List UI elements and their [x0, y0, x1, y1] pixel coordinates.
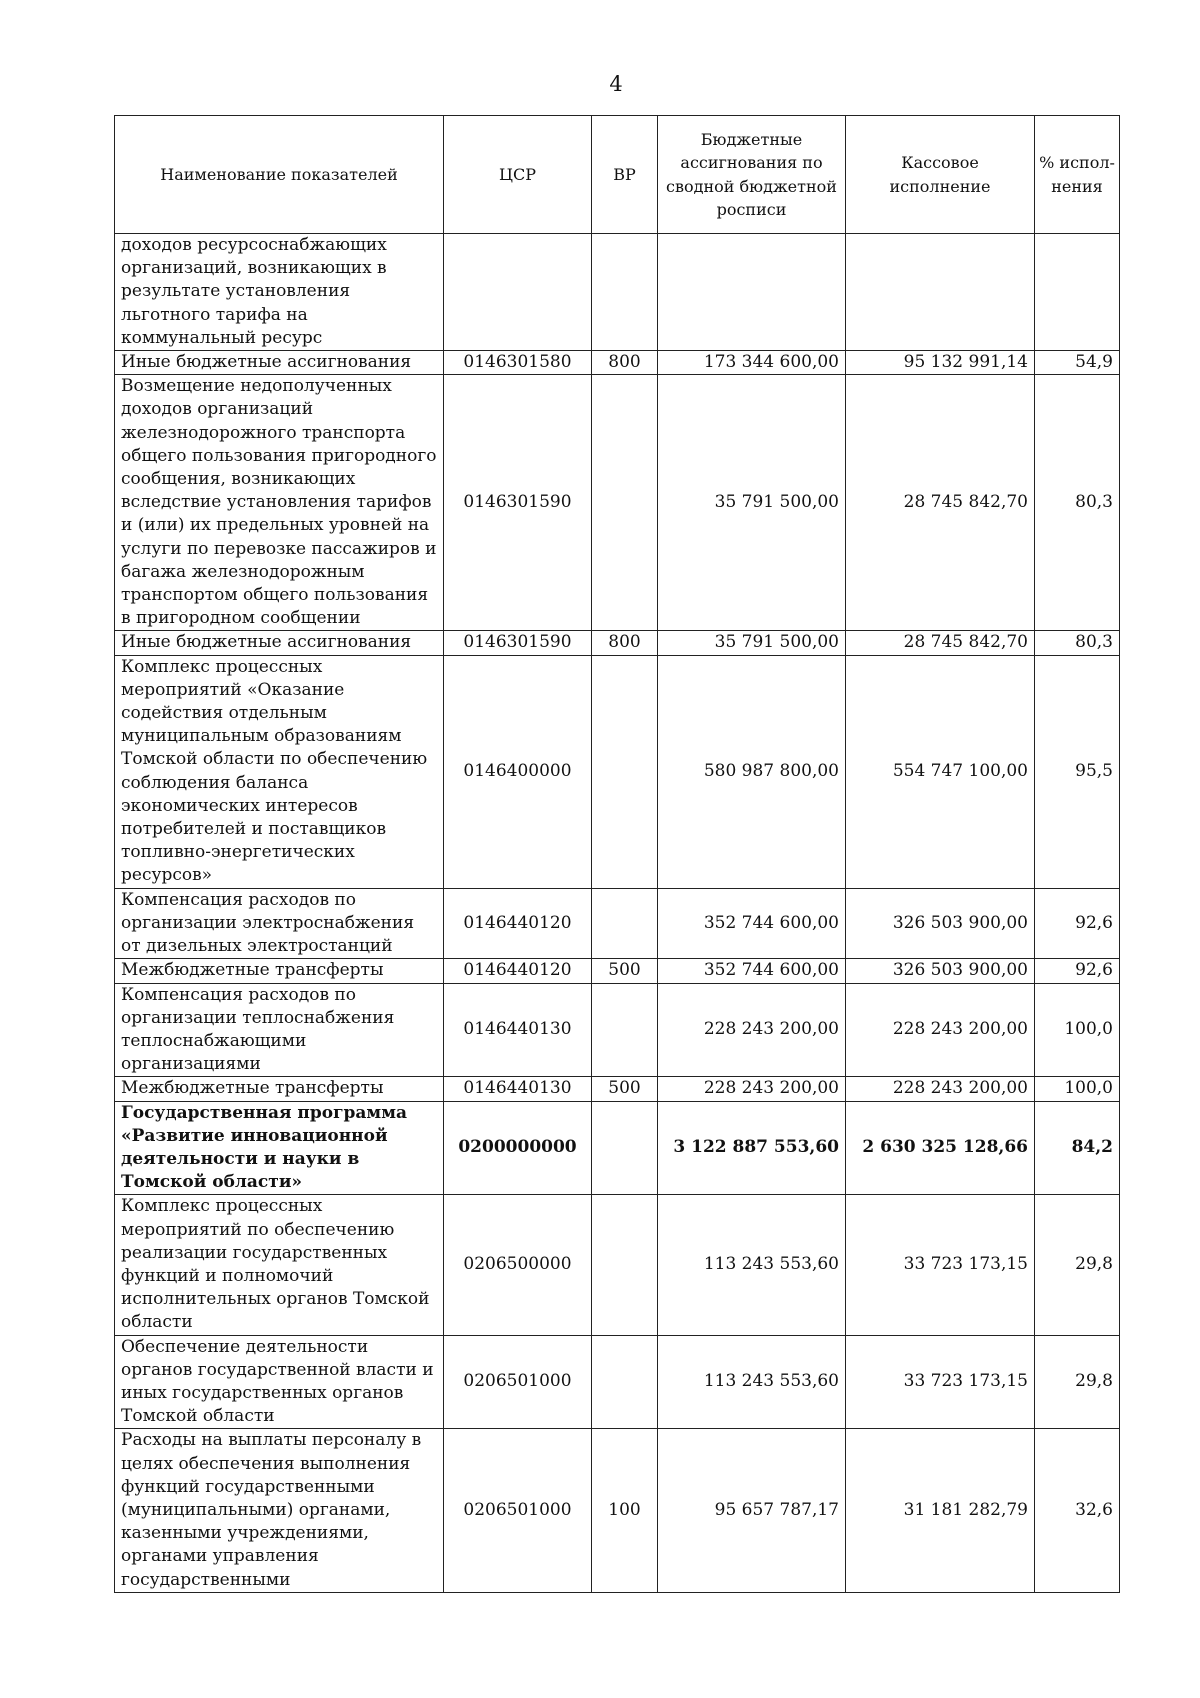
row-name: Комплекс процессных мероприятий «Оказание содействия отдельным муниципальным образованиям Томской области по обеспечению соблюдения баланса экономических интересов потребителей и поставщиков топливно-энергетических ресурсов»: [115, 655, 444, 888]
row-csr: 0146400000: [444, 655, 592, 888]
row-name: Межбюджетные трансферты: [115, 1077, 444, 1101]
row-name: Иные бюджетные ассигнования: [115, 351, 444, 375]
header-name: Наименование показателей: [115, 116, 444, 234]
row-csr: 0146440130: [444, 1077, 592, 1101]
row-cash: 33 723 173,15: [846, 1335, 1035, 1429]
row-csr: 0206501000: [444, 1429, 592, 1592]
row-percent: 32,6: [1035, 1429, 1120, 1592]
table-row: [115, 1335, 1120, 1429]
row-vr: [592, 375, 658, 631]
row-budget: 95 657 787,17: [658, 1429, 846, 1592]
row-budget: 173 344 600,00: [658, 351, 846, 375]
row-budget: 352 744 600,00: [658, 888, 846, 959]
table-row: [115, 234, 1120, 351]
row-name: Государственная программа «Развитие инновационной деятельности и науки в Томской области»: [115, 1101, 444, 1195]
row-vr: [592, 1335, 658, 1429]
row-percent: 95,5: [1035, 655, 1120, 888]
row-csr: 0146301580: [444, 351, 592, 375]
row-vr: [592, 655, 658, 888]
row-csr: 0200000000: [444, 1101, 592, 1195]
row-csr: 0206500000: [444, 1195, 592, 1335]
row-cash: 554 747 100,00: [846, 655, 1035, 888]
table-row: [115, 1195, 1120, 1335]
header-cash: Кассовое исполнение: [846, 116, 1035, 234]
row-vr: 500: [592, 959, 658, 983]
row-vr: 800: [592, 631, 658, 655]
row-percent: [1035, 234, 1120, 351]
row-cash: [846, 234, 1035, 351]
row-csr: 0146440130: [444, 983, 592, 1077]
row-vr: [592, 1195, 658, 1335]
row-vr: [592, 234, 658, 351]
row-percent: 84,2: [1035, 1101, 1120, 1195]
row-cash: 228 243 200,00: [846, 1077, 1035, 1101]
table-row: [115, 1077, 1120, 1101]
page-number: 4: [609, 72, 623, 96]
table-row: [115, 1101, 1120, 1195]
row-percent: 29,8: [1035, 1195, 1120, 1335]
table-row: [115, 983, 1120, 1077]
row-percent: 80,3: [1035, 631, 1120, 655]
row-name: Иные бюджетные ассигнования: [115, 631, 444, 655]
row-cash: 326 503 900,00: [846, 888, 1035, 959]
header-csr: ЦСР: [444, 116, 592, 234]
row-budget: 35 791 500,00: [658, 375, 846, 631]
header-budget: Бюджетные ассигнования по сводной бюджетной росписи: [658, 116, 846, 234]
budget-execution-table: [114, 115, 1120, 1593]
row-percent: 80,3: [1035, 375, 1120, 631]
row-name: Межбюджетные трансферты: [115, 959, 444, 983]
row-cash: 33 723 173,15: [846, 1195, 1035, 1335]
row-budget: 3 122 887 553,60: [658, 1101, 846, 1195]
row-name: Компенсация расходов по организации теплоснабжения теплоснабжающими организациями: [115, 983, 444, 1077]
row-csr: 0206501000: [444, 1335, 592, 1429]
table-row: [115, 888, 1120, 959]
row-csr: 0146440120: [444, 888, 592, 959]
row-percent: 92,6: [1035, 888, 1120, 959]
row-csr: 0146301590: [444, 375, 592, 631]
row-budget: 113 243 553,60: [658, 1335, 846, 1429]
table-row: [115, 655, 1120, 888]
row-csr: [444, 234, 592, 351]
row-vr: [592, 983, 658, 1077]
row-vr: 500: [592, 1077, 658, 1101]
table-body: [115, 234, 1120, 1593]
row-vr: [592, 888, 658, 959]
row-cash: 228 243 200,00: [846, 983, 1035, 1077]
table-row: [115, 375, 1120, 631]
header-percent: % испол-нения: [1035, 116, 1120, 234]
row-cash: 28 745 842,70: [846, 631, 1035, 655]
row-budget: 228 243 200,00: [658, 983, 846, 1077]
row-cash: 28 745 842,70: [846, 375, 1035, 631]
row-budget: 352 744 600,00: [658, 959, 846, 983]
row-percent: 92,6: [1035, 959, 1120, 983]
row-name: Компенсация расходов по организации электроснабжения от дизельных электростанций: [115, 888, 444, 959]
row-budget: [658, 234, 846, 351]
row-name: доходов ресурсоснабжающих организаций, возникающих в результате установления льготного тарифа на коммунальный ресурс: [115, 234, 444, 351]
row-vr: 800: [592, 351, 658, 375]
row-budget: 228 243 200,00: [658, 1077, 846, 1101]
table-row: [115, 631, 1120, 655]
row-csr: 0146440120: [444, 959, 592, 983]
row-cash: 2 630 325 128,66: [846, 1101, 1035, 1195]
row-name: Расходы на выплаты персоналу в целях обеспечения выполнения функций государственными (муниципальными) органами, казенными учреждениями, органами управления государственными: [115, 1429, 444, 1592]
table-row: [115, 351, 1120, 375]
row-percent: 54,9: [1035, 351, 1120, 375]
row-cash: 31 181 282,79: [846, 1429, 1035, 1592]
row-percent: 29,8: [1035, 1335, 1120, 1429]
row-budget: 113 243 553,60: [658, 1195, 846, 1335]
row-csr: 0146301590: [444, 631, 592, 655]
row-vr: [592, 1101, 658, 1195]
table-header-row: [115, 116, 1120, 234]
row-cash: 95 132 991,14: [846, 351, 1035, 375]
row-name: Комплекс процессных мероприятий по обеспечению реализации государственных функций и полномочий исполнительных органов Томской области: [115, 1195, 444, 1335]
table-row: [115, 1429, 1120, 1592]
row-percent: 100,0: [1035, 1077, 1120, 1101]
row-name: Возмещение недополученных доходов организаций железнодорожного транспорта общего пользования пригородного сообщения, возникающих вследствие установления тарифов и (или) их предельных уровней на услуги по перевозке пассажиров и багажа железнодорожным транспортом общего пользования в пригородном сообщении: [115, 375, 444, 631]
row-name: Обеспечение деятельности органов государственной власти и иных государственных органов Томской области: [115, 1335, 444, 1429]
row-percent: 100,0: [1035, 983, 1120, 1077]
row-vr: 100: [592, 1429, 658, 1592]
row-budget: 35 791 500,00: [658, 631, 846, 655]
table-row: [115, 959, 1120, 983]
row-cash: 326 503 900,00: [846, 959, 1035, 983]
header-vr: ВР: [592, 116, 658, 234]
row-budget: 580 987 800,00: [658, 655, 846, 888]
